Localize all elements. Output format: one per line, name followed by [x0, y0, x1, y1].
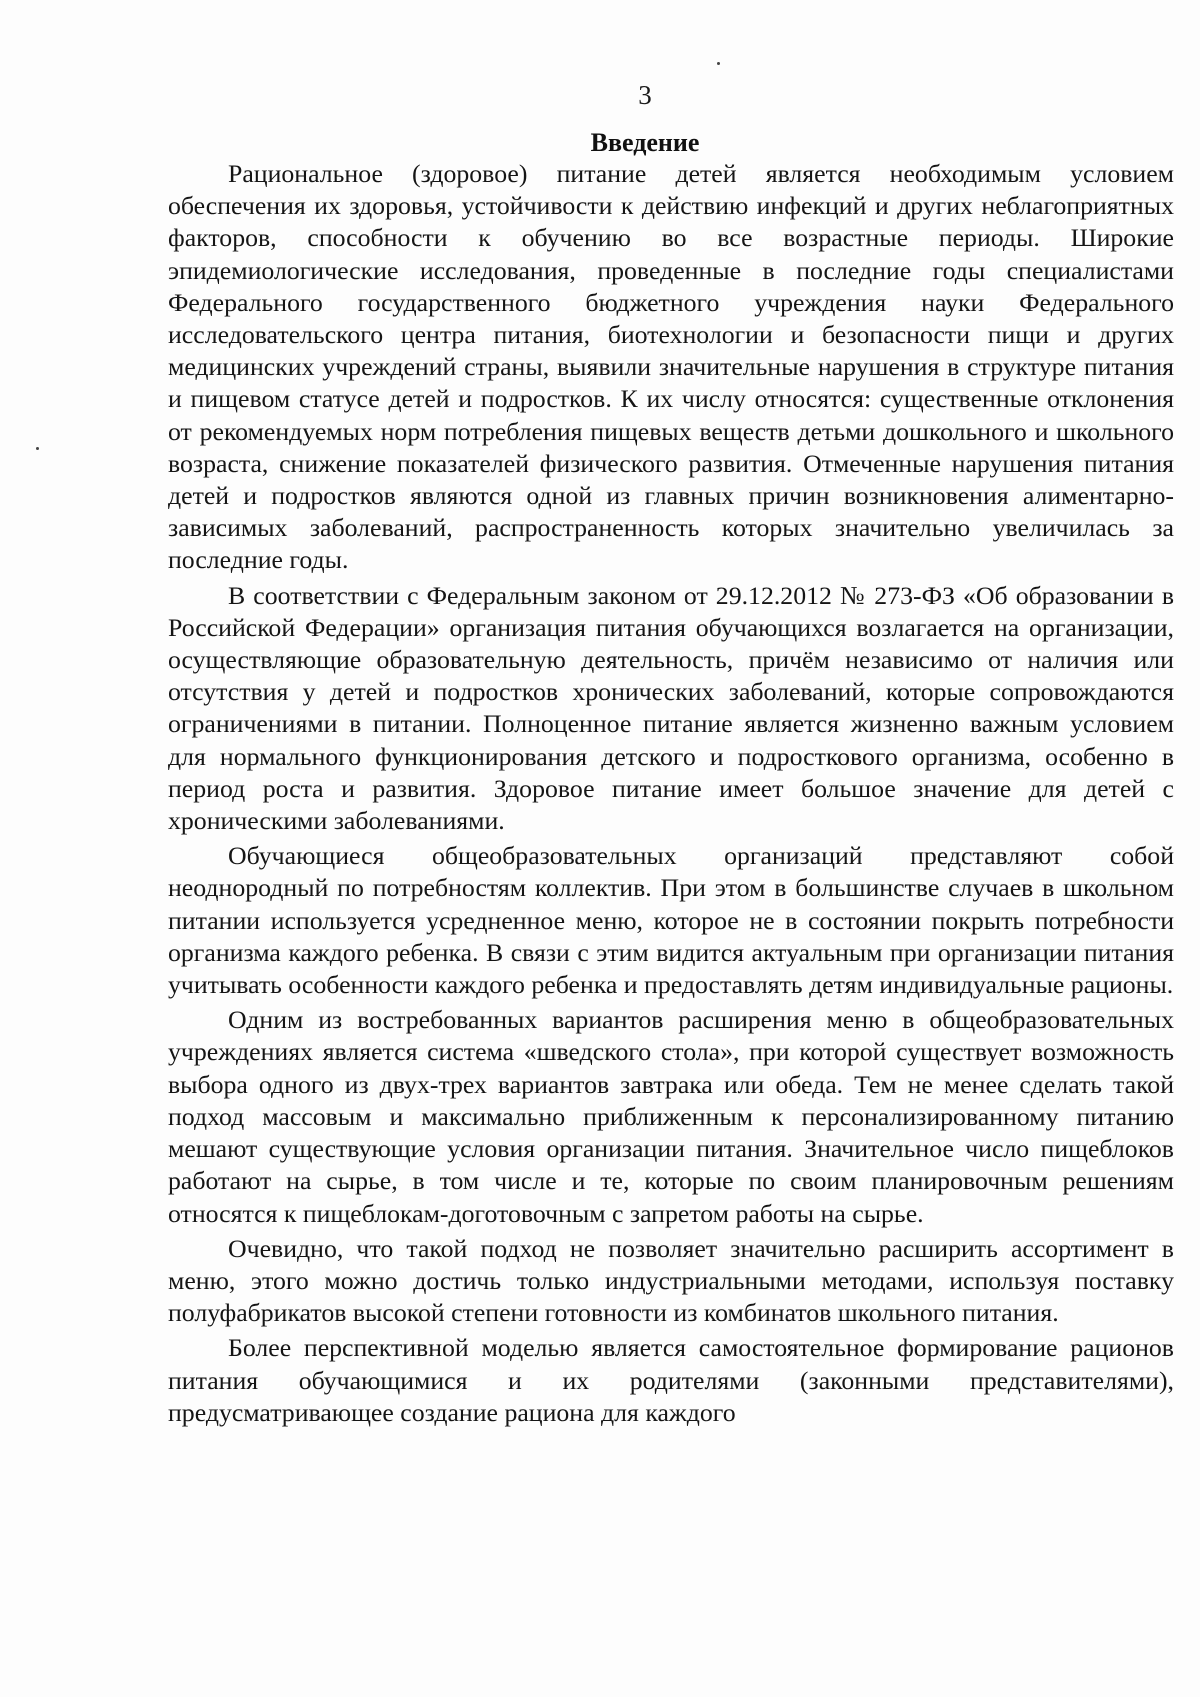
page-number: 3 — [638, 80, 652, 110]
paragraph: Более перспективной моделью является самостоятельное формирование рационов питания обучающимися и их родителями (законными представителями), предусматривающее создание рациона для каждого — [168, 1333, 1174, 1427]
scan-speck — [36, 447, 39, 450]
paragraph: Очевидно, что такой подход не позволяет значительно расширить ассортимент в меню, этого можно достичь только индустриальными методами, используя поставку полуфабрикатов высокой степени готовности из комбинатов школьного питания. — [168, 1233, 1174, 1328]
section-title: Введение — [590, 128, 700, 157]
paragraph: Обучающиеся общеобразовательных организаций представляют собой неоднородный по потребностям коллектив. При этом в большинстве случаев в школьном питании используется усредненное меню, которое не в состоянии покрыть потребности организма каждого ребенка. В связи с этим видится актуальным при организации питания учитывать особенности каждого ребенка и предоставлять детям индивидуальные рационы. — [168, 841, 1174, 1000]
scan-speck — [717, 62, 720, 65]
paragraph: Одним из востребованных вариантов расширения меню в общеобразовательных учреждениях является система «шведского стола», при которой существует возможность выбора одного из двух-трех вариантов завтрака или обеда. Тем не менее сделать такой подход массовым и максимально приближенным к персонализированному питанию мешают существующие условия организации питания. Значительное число пищеблоков работают на сырье, в том числе и те, которые по своим планировочным решениям относятся к пищеблокам-доготовочным с запретом работы на сырье. — [168, 1005, 1174, 1228]
paragraph: В соответствии с Федеральным законом от 29.12.2012 № 273-ФЗ «Об образовании в Российской Федерации» организация питания обучающихся возлагается на организации, осуществляющие образовательную деятельность, причём независимо от наличия или отсутствия у детей и подростков хронических заболеваний, которые сопровождаются ограничениями в питании. Полноценное питание является жизненно важным условием для нормального функционирования детского и подросткового организма, особенно в период роста и развития. Здоровое питание имеет большое значение для детей с хроническими заболеваниями. — [168, 580, 1174, 836]
paragraph: Рациональное (здоровое) питание детей является необходимым условием обеспечения их здоровья, устойчивости к действию инфекций и других неблагоприятных факторов, способности к обучению во все возрастные периоды. Широкие эпидемиологические исследования, проведенные в последние годы специалистами Федерального государственного бюджетного учреждения науки Федерального исследовательского центра питания, биотехнологии и безопасности пищи и других медицинских учреждений страны, выявили значительные нарушения в структуре питания и пищевом статусе детей и подростков. К их числу относятся: существенные отклонения от рекомендуемых норм потребления пищевых веществ детьми дошкольного и школьного возраста, снижение показателей физического развития. Отмеченные нарушения питания детей и подростков являются одной из главных причин возникновения алиментарно-зависимых заболеваний, распространенность которых значительно увеличилась за последние годы. — [168, 159, 1174, 575]
document-body — [168, 158, 1174, 1429]
